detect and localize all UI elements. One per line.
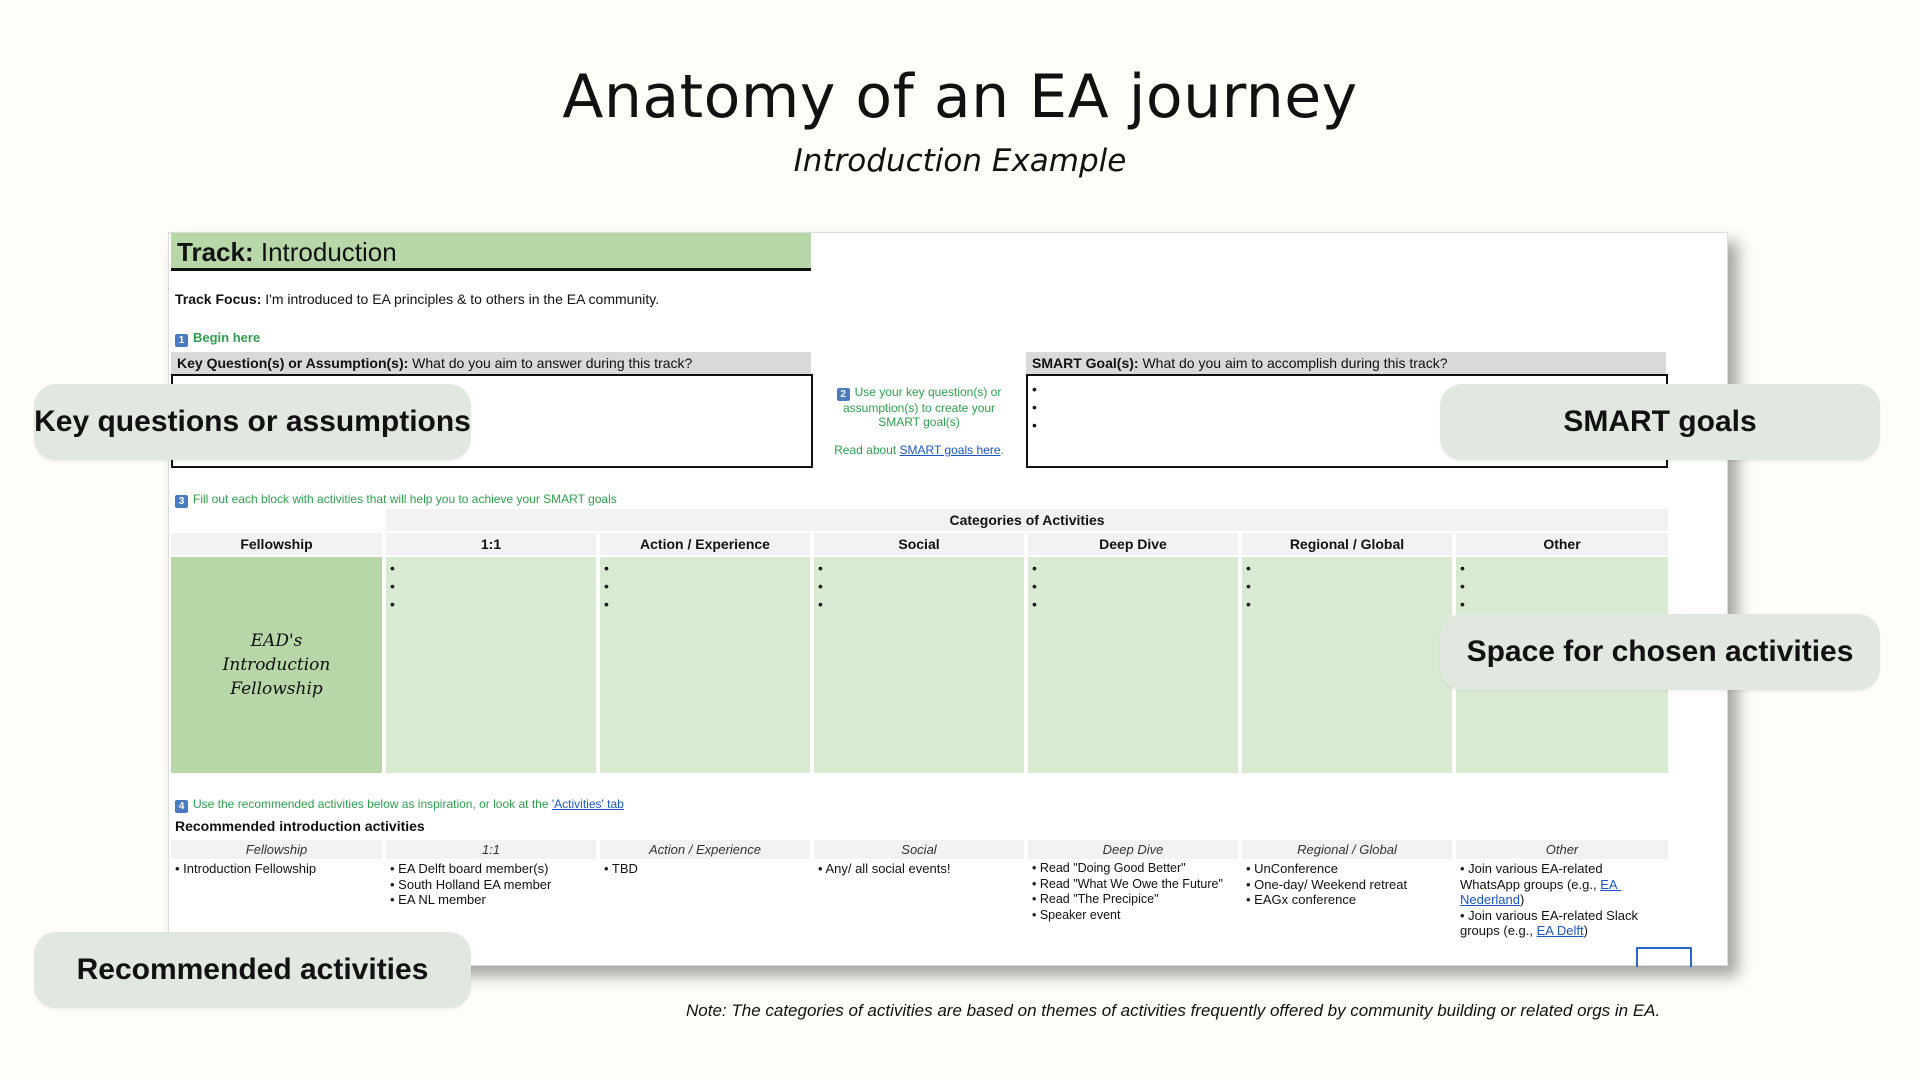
activity-cell-regional[interactable]: • • • bbox=[1242, 557, 1452, 773]
col-header-other: Other bbox=[1456, 533, 1668, 555]
track-focus-value: I'm introduced to EA principles & to others in the EA community. bbox=[265, 291, 660, 307]
categories-header: Categories of Activities bbox=[386, 509, 1668, 531]
read-about-suffix: . bbox=[1000, 443, 1004, 457]
track-header bbox=[171, 233, 811, 271]
rec-header-action: Action / Experience bbox=[600, 840, 810, 859]
smart-bullet: • bbox=[1032, 381, 1037, 397]
smart-goal-label: SMART Goal(s): bbox=[1032, 355, 1139, 371]
step-1-number-icon: 1 bbox=[175, 334, 188, 347]
rec-cell-action: • TBD bbox=[604, 861, 638, 876]
activity-cell-one-on-one[interactable]: • • • bbox=[386, 557, 596, 773]
step-1-begin-here bbox=[175, 330, 260, 347]
ea-delft-link[interactable]: EA Delft bbox=[1536, 923, 1584, 938]
rec-header-one-on-one: 1:1 bbox=[386, 840, 596, 859]
smart-goal-header bbox=[1026, 352, 1666, 374]
spreadsheet-screenshot bbox=[168, 232, 1728, 966]
rec-cell-fellowship: • Introduction Fellowship bbox=[175, 861, 317, 876]
recommended-title: Recommended introduction activities bbox=[175, 818, 425, 834]
callout-space-for-activities: Space for chosen activities bbox=[1440, 614, 1880, 690]
rec-header-other: Other bbox=[1456, 840, 1668, 859]
step-3-number-icon: 3 bbox=[175, 495, 188, 508]
step-2-text: Use your key question(s) or assumption(s) to create your SMART goal(s) bbox=[842, 385, 1002, 429]
callout-smart-goals: SMART goals bbox=[1440, 384, 1880, 460]
activity-cell-social[interactable]: • • • bbox=[814, 557, 1024, 773]
ea-nederland-link[interactable]: EA Nederland bbox=[1460, 876, 1622, 907]
page-title: Anatomy of an EA journey bbox=[562, 62, 1358, 132]
callout-key-questions: Key questions or assumptions bbox=[34, 384, 471, 460]
key-question-text: What do you aim to answer during this track? bbox=[412, 355, 693, 371]
step-2-note bbox=[821, 385, 1017, 457]
activity-cell-other[interactable]: • • • bbox=[1456, 557, 1668, 773]
track-value: Introduction bbox=[260, 237, 397, 267]
col-header-one-on-one: 1:1 bbox=[386, 533, 596, 555]
smart-bullet: • bbox=[1032, 417, 1037, 433]
rec-cell-social: • Any/ all social events! bbox=[818, 861, 951, 876]
read-about-prefix: Read about bbox=[834, 443, 897, 457]
smart-goals-link[interactable]: SMART goals here bbox=[899, 443, 1001, 457]
activity-cell-action[interactable]: • • • bbox=[600, 557, 810, 773]
rec-header-regional: Regional / Global bbox=[1242, 840, 1452, 859]
smart-goal-text: What do you aim to accomplish during this track? bbox=[1142, 355, 1448, 371]
step-3-note bbox=[175, 492, 617, 508]
footnote: Note: The categories of activities are based on themes of activities frequently offered by community building or related orgs in EA. bbox=[686, 1001, 1661, 1020]
col-header-fellowship: Fellowship bbox=[171, 533, 382, 555]
page-subtitle: Introduction Example bbox=[793, 143, 1127, 179]
fellowship-text: EAD's Introduction Fellowship bbox=[222, 631, 331, 699]
key-question-label: Key Question(s) or Assumption(s): bbox=[177, 355, 409, 371]
rec-header-fellowship: Fellowship bbox=[171, 840, 382, 859]
rec-other-text-3: ) bbox=[1583, 923, 1588, 938]
rec-cell-one-on-one: • EA Delft board member(s) • South Holland EA member • EA NL member bbox=[390, 861, 552, 907]
track-focus-label: Track Focus: bbox=[175, 291, 262, 307]
rec-cell-regional: • UnConference • One-day/ Weekend retreat • EAGx conference bbox=[1246, 861, 1408, 907]
step-4-number-icon: 4 bbox=[175, 800, 188, 813]
col-header-action: Action / Experience bbox=[600, 533, 810, 555]
step-1-text: Begin here bbox=[193, 330, 261, 345]
step-4-text: Use the recommended activities below as inspiration, or look at the bbox=[193, 797, 549, 811]
activities-tab-link[interactable]: 'Activities' tab bbox=[551, 797, 624, 811]
callout-recommended-activities: Recommended activities bbox=[34, 932, 471, 1008]
smart-bullet: • bbox=[1032, 399, 1037, 415]
fellowship-cell bbox=[171, 557, 382, 773]
step-3-text: Fill out each block with activities that will help you to achieve your SMART goals bbox=[193, 492, 617, 506]
col-header-deep-dive: Deep Dive bbox=[1028, 533, 1238, 555]
col-header-social: Social bbox=[814, 533, 1024, 555]
rec-cell-other bbox=[1456, 861, 1668, 939]
rec-other-text-2: ) • Join various EA-related Slack groups (e.g., bbox=[1460, 892, 1638, 938]
rec-header-deep-dive: Deep Dive bbox=[1028, 840, 1238, 859]
rec-header-social: Social bbox=[814, 840, 1024, 859]
col-header-regional: Regional / Global bbox=[1242, 533, 1452, 555]
step-4-note bbox=[175, 797, 624, 813]
track-label: Track: bbox=[177, 237, 254, 267]
step-2-number-icon: 2 bbox=[837, 388, 850, 401]
key-question-header bbox=[171, 352, 811, 374]
rec-cell-deep-dive: • Read "Doing Good Better" • Read "What We Owe the Future" • Read "The Precipice" • Speaker event bbox=[1032, 861, 1223, 922]
track-focus bbox=[175, 291, 659, 307]
selected-cell-outline[interactable] bbox=[1636, 947, 1692, 967]
activity-cell-deep-dive[interactable]: • • • bbox=[1028, 557, 1238, 773]
rec-other-text-1: • Join various EA-related WhatsApp groups (e.g., bbox=[1460, 861, 1607, 892]
